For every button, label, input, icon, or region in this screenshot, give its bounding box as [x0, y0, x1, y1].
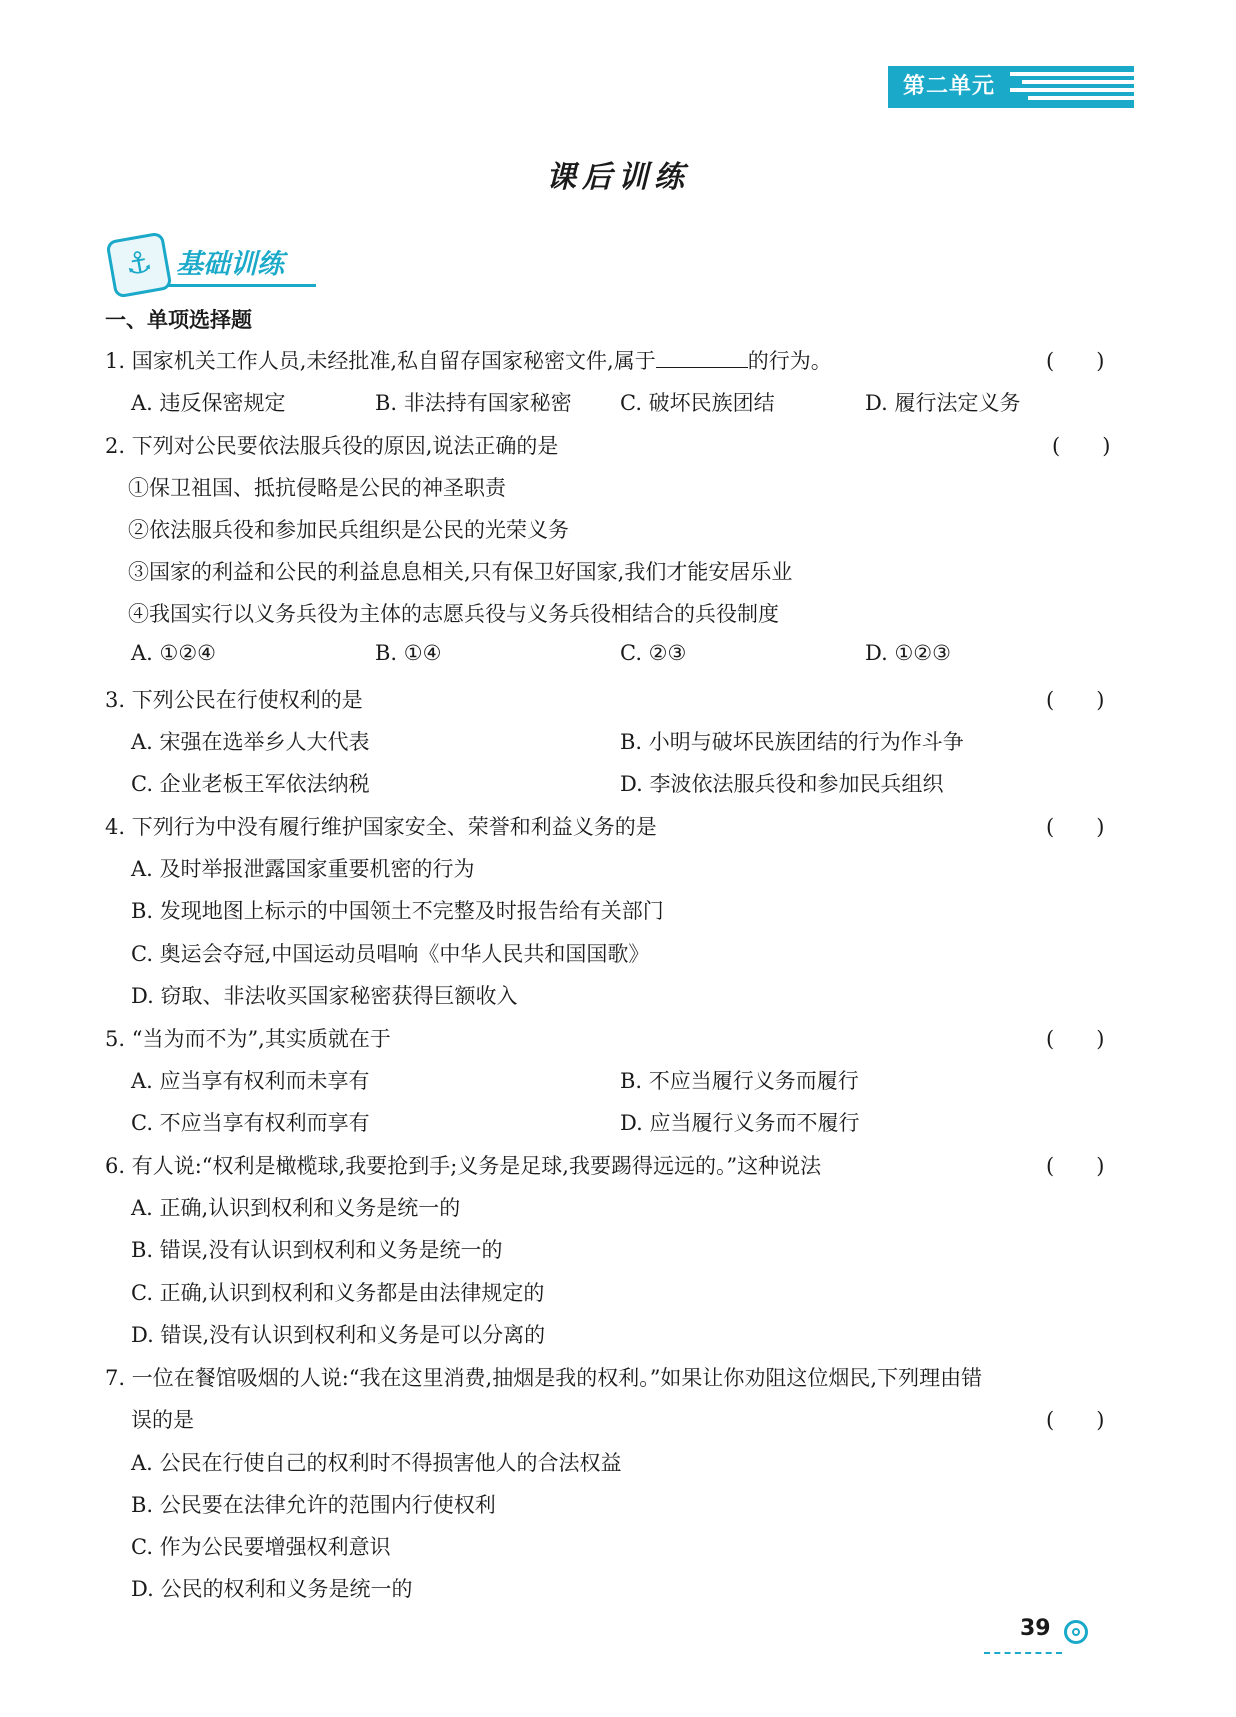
question-4-stem: 4. 下列行为中没有履行维护国家安全、荣誉和利益义务的是 [105, 815, 657, 839]
q6-option-b: B. 错误,没有认识到权利和义务是统一的 [131, 1238, 503, 1262]
question-5-stem: 5. “当为而不为”,其实质就在于 [105, 1027, 391, 1051]
page-title: 课后训练 [546, 160, 690, 195]
answer-blank [656, 351, 748, 368]
q2-option-a: A. ①②④ [131, 641, 216, 665]
q4-option-d: D. 窃取、非法收买国家秘密获得巨额收入 [131, 984, 518, 1008]
section-badge [106, 232, 316, 296]
q7-option-c: C. 作为公民要增强权利意识 [131, 1535, 391, 1559]
q4-option-c: C. 奥运会夺冠,中国运动员唱响《中华人民共和国国歌》 [131, 942, 650, 966]
answer-paren-1: ( ) [1046, 349, 1105, 373]
unit-label: 第二单元 [888, 66, 1010, 108]
answer-paren-4: ( ) [1046, 815, 1105, 839]
page-circle-icon [1064, 1620, 1088, 1644]
q6-option-c: C. 正确,认识到权利和义务都是由法律规定的 [131, 1281, 545, 1305]
answer-paren-6: ( ) [1046, 1154, 1105, 1178]
page-number: 39 [1020, 1616, 1051, 1641]
section-label: 基础训练 [176, 249, 284, 280]
q1-option-b: B. 非法持有国家秘密 [375, 391, 572, 415]
q6-option-a: A. 正确,认识到权利和义务是统一的 [131, 1196, 461, 1220]
unit-tab [888, 66, 1134, 108]
q5-option-a: A. 应当享有权利而未享有 [131, 1069, 370, 1093]
question-3-stem: 3. 下列公民在行使权利的是 [105, 688, 363, 712]
footer-divider [984, 1652, 1062, 1654]
q7-option-b: B. 公民要在法律允许的范围内行使权利 [131, 1493, 496, 1517]
q2-item-2: ②依法服兵役和参加民兵组织是公民的光荣义务 [128, 518, 569, 542]
answer-paren-7: ( ) [1046, 1408, 1105, 1432]
q2-item-3: ③国家的利益和公民的利益息息相关,只有保卫好国家,我们才能安居乐业 [128, 560, 793, 584]
question-7-stem-cont: 误的是 [131, 1408, 194, 1432]
q1-option-d: D. 履行法定义务 [865, 391, 1021, 415]
q3-option-a: A. 宋强在选举乡人大代表 [131, 730, 370, 754]
q4-option-a: A. 及时举报泄露国家重要机密的行为 [131, 857, 475, 881]
unit-tab-stripes [1010, 66, 1134, 108]
q3-option-c: C. 企业老板王军依法纳税 [131, 772, 370, 796]
anchor-icon: ⚓ [105, 231, 172, 298]
answer-paren-3: ( ) [1046, 688, 1105, 712]
question-7-stem: 7. 一位在餐馆吸烟的人说:“我在这里消费,抽烟是我的权利。”如果让你劝阻这位烟民,下列理由错 [105, 1366, 983, 1390]
question-6-stem: 6. 有人说:“权利是橄榄球,我要抢到手;义务是足球,我要踢得远远的。”这种说法 [105, 1154, 822, 1178]
q7-option-d: D. 公民的权利和义务是统一的 [131, 1577, 413, 1601]
q2-item-1: ①保卫祖国、抵抗侵略是公民的神圣职责 [128, 476, 506, 500]
q2-option-b: B. ①④ [375, 641, 442, 665]
q1-option-c: C. 破坏民族团结 [620, 391, 775, 415]
q2-option-d: D. ①②③ [865, 641, 951, 665]
q5-option-c: C. 不应当享有权利而享有 [131, 1111, 370, 1135]
q3-option-d: D. 李波依法服兵役和参加民兵组织 [620, 772, 944, 796]
q3-option-b: B. 小明与破坏民族团结的行为作斗争 [620, 730, 964, 754]
answer-paren-2: ( ) [1052, 434, 1111, 458]
section-heading: 一、单项选择题 [105, 308, 252, 332]
q2-item-4: ④我国实行以义务兵役为主体的志愿兵役与义务兵役相结合的兵役制度 [128, 602, 779, 626]
q5-option-b: B. 不应当履行义务而履行 [620, 1069, 859, 1093]
question-1-stem: 1. 国家机关工作人员,未经批准,私自留存国家秘密文件,属于 的行为。 [105, 349, 832, 373]
q7-option-a: A. 公民在行使自己的权利时不得损害他人的合法权益 [131, 1451, 622, 1475]
section-underline [168, 284, 316, 287]
q5-option-d: D. 应当履行义务而不履行 [620, 1111, 860, 1135]
q1-option-a: A. 违反保密规定 [131, 391, 286, 415]
q4-option-b: B. 发现地图上标示的中国领土不完整及时报告给有关部门 [131, 899, 664, 923]
q6-option-d: D. 错误,没有认识到权利和义务是可以分离的 [131, 1323, 546, 1347]
q2-option-c: C. ②③ [620, 641, 687, 665]
answer-paren-5: ( ) [1046, 1027, 1105, 1051]
question-2-stem: 2. 下列对公民要依法服兵役的原因,说法正确的是 [105, 434, 559, 458]
